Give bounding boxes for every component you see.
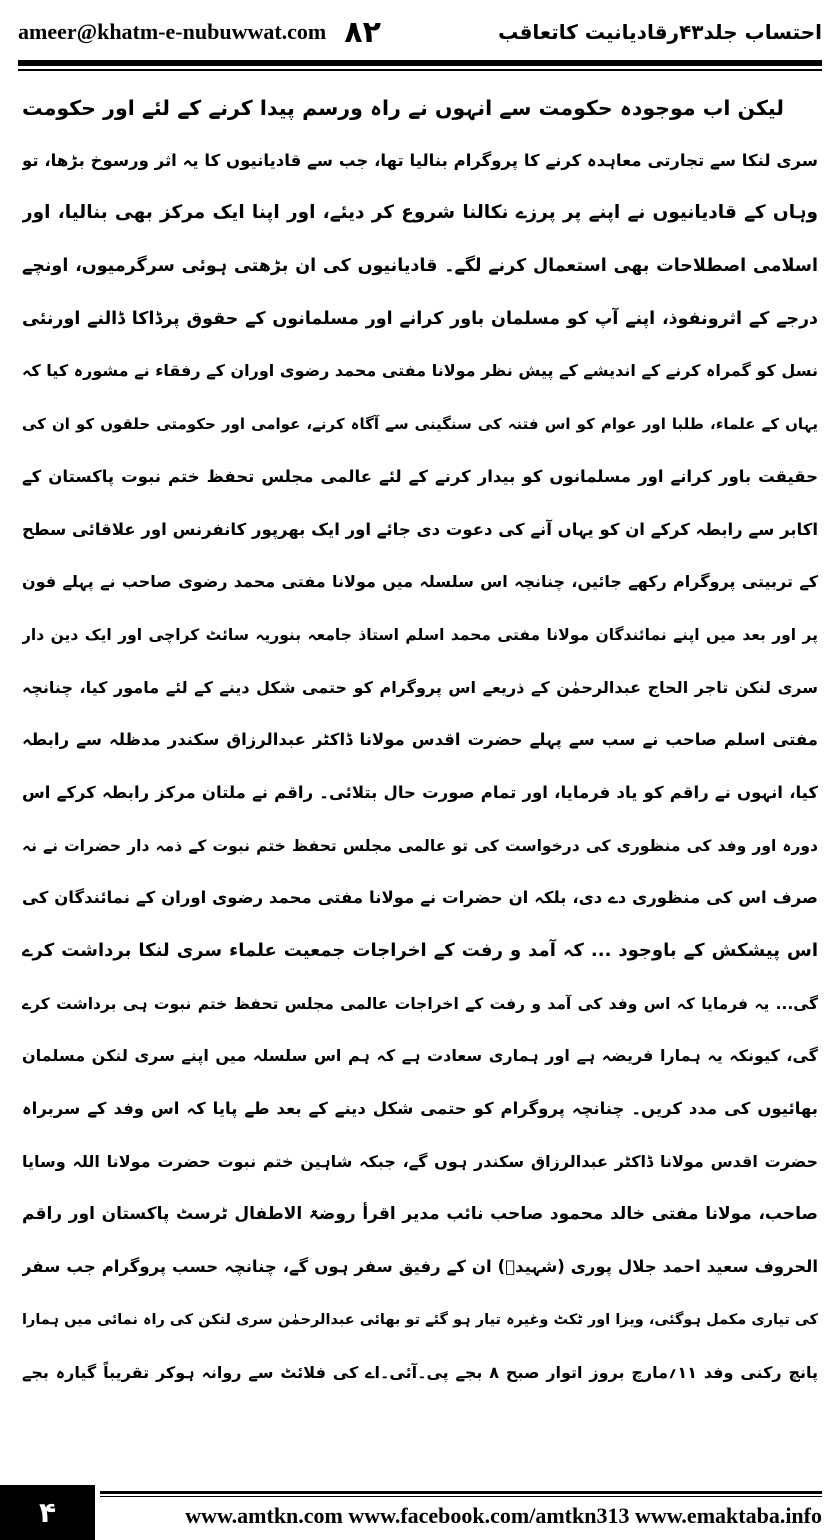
text-line: گی... یہ فرمایا کہ اس وفد کی آمد و رفت کے اخراجات عالمی مجلس تحفظ ختم نبوت ہی برداشت کرے: [22, 994, 818, 1013]
text-line: سری لنکا سے تجارتی معاہدہ کرنے کا پروگرام بنالیا تھا، جب سے قادیانیوں کا یہ اثر ورسوخ بڑھا، تو: [22, 150, 818, 170]
text-line: وہاں کے قادیانیوں نے اپنے پر پرزے نکالنا شروع کر دیئے، اور اپنا ایک مرکز بھی بنالیا، اور: [22, 202, 818, 224]
text-line: مفتی اسلم صاحب نے سب سے پہلے حضرت اقدس مولانا ڈاکٹر عبدالرزاق سکندر مدظلہ سے رابطہ: [22, 730, 818, 750]
footer-page-marker: ۴: [0, 1485, 95, 1540]
page-number: ۸۲: [344, 14, 381, 50]
text-line: پانچ رکنی وفد ۱۱؍مارچ بروز اتوار صبح ۸ بجے پی۔آئی۔اے کی فلائٹ سے روانہ ہوکر تقریباً گیارہ بجے: [22, 1362, 818, 1382]
header-rule-thick: [18, 60, 822, 66]
page-footer: [0, 1485, 840, 1540]
text-line: یہاں کے علماء، طلبا اور عوام کو اس فتنہ کی سنگینی سے آگاہ کرنے، عوامی اور حکومتی حلقوں کو ان کی: [22, 415, 818, 434]
text-line: صرف اس کی منظوری دے دی، بلکہ ان حضرات نے مولانا مفتی محمد رضوی اوران کے نمائندگان کی: [22, 888, 818, 908]
text-line: بھائیوں کی مدد کریں۔ چنانچہ پروگرام کو حتمی شکل دینے کے بعد طے پایا کہ اس وفد کے سربراہ: [22, 1099, 818, 1119]
text-line: کی تیاری مکمل ہوگئی، ویزا اور ٹکٹ وغیرہ تیار ہو گئے تو بھائی عبدالرحمٰن سری لنکن کی راہ نمائی میں ہمارا: [22, 1311, 818, 1328]
text-line: گی، کیونکہ یہ ہمارا فریضہ ہے اور ہماری سعادت ہے کہ ہم اس سلسلہ میں اپنے سری لنکن مسلمان: [22, 1046, 818, 1066]
footer-urls: www.amtkn.com www.facebook.com/amtkn313 www.emaktaba.info: [185, 1503, 822, 1528]
text-line: نسل کو گمراہ کرنے کے اندیشے کے پیش نظر مولانا مفتی محمد رضوی اوران کے رفقاء نے مشورہ کیا کہ: [22, 361, 818, 381]
text-line: سری لنکن تاجر الحاج عبدالرحمٰن کے ذریعے اس پروگرام کو حتمی شکل دینے کے لئے مامور کیا، چنانچہ: [22, 677, 818, 697]
text-line: کیا، انہوں نے راقم کو یاد فرمایا، اور تمام صورت حال بتلائی۔ راقم نے ملتان مرکز رابطہ کرکے اس: [22, 782, 818, 802]
text-line: پر اور بعد میں اپنے نمائندگان مولانا مفتی محمد اسلم استاذ جامعہ بنوریہ سائٹ کراچی اور ایک دین دار: [22, 625, 818, 644]
text-line: صاحب، مولانا مفتی خالد محمود صاحب نائب مدیر اقرأ روضۃ الاطفال ٹرسٹ پاکستان اور راقم: [22, 1204, 818, 1225]
footer-rule-thin: [100, 1496, 822, 1497]
header-email: ameer@khatm-e-nubuwwat.com: [18, 19, 327, 44]
text-line: اکابر سے رابطہ کرکے ان کو یہاں آنے کی دعوت دی جائے اور ایک بھرپور کانفرنس اور علاقائی سطح: [22, 519, 818, 539]
text-line: حقیقت باور کرانے اور مسلمانوں کو بیدار کرنے کے لئے عالمی مجلس تحفظ ختم نبوت پاکستان کے: [22, 466, 818, 486]
series-title: احتساب جلد۴۳رقادیانیت کاتعاقب: [498, 20, 822, 44]
text-line: دورہ اور وفد کی منظوری کی درخواست کی تو عالمی مجلس تحفظ ختم نبوت کے ذمہ دار حضرات نے نہ: [22, 836, 818, 855]
text-line: لیکن اب موجودہ حکومت سے انہوں نے راہ ورسم پیدا کرنے کے لئے اور حکومت: [22, 96, 784, 120]
text-line: الحروف سعید احمد جلال پوری (شہیدؒ) ان کے رفیق سفر ہوں گے، چنانچہ حسب پروگرام جب سفر: [22, 1257, 818, 1277]
body-text: [22, 82, 818, 1399]
text-line: اس پیشکش کے باوجود ... کہ آمد و رفت کے اخراجات جمعیت علماء سری لنکا برداشت کرے: [22, 940, 818, 961]
text-line: درجے کے اثرونفوذ، اپنے آپ کو مسلمان باور کرانے اور مسلمانوں کے حقوق پرڈاکا ڈالنے اورنئی: [22, 308, 818, 329]
footer-rule-thick: [100, 1491, 822, 1494]
page-header: [18, 6, 822, 58]
text-line: کے تربیتی پروگرام رکھے جائیں، چنانچہ اس سلسلہ میں مولانا مفتی محمد رضوی صاحب نے پہلے فون: [22, 572, 818, 592]
text-line: حضرت اقدس مولانا ڈاکٹر عبدالرزاق سکندر ہوں گے، جبکہ شاہین ختم نبوت حضرت مولانا اللہ وسایا: [22, 1151, 818, 1171]
header-rule-thin: [18, 69, 822, 71]
text-line: اسلامی اصطلاحات بھی استعمال کرنے لگے۔ قادیانیوں کی ان بڑھتی ہوئی سرگرمیوں، اونچے: [22, 256, 818, 277]
